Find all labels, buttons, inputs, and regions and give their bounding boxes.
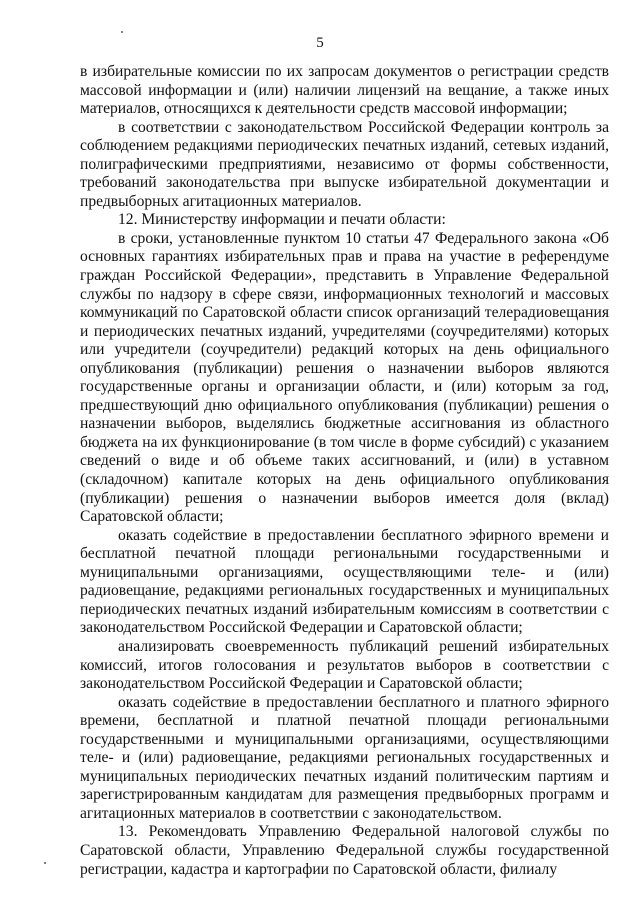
paragraph: анализировать своевременность публикаций решений избирательных комиссий, итогов голосования и результатов выборов в соответствии с законодательством Российской Федерации и Саратовской области; xyxy=(80,637,609,693)
scan-speck xyxy=(121,31,123,33)
scan-speck xyxy=(44,862,46,864)
page-number: 5 xyxy=(316,35,324,51)
paragraph: 12. Министерству информации и печати области: xyxy=(118,211,446,229)
paragraph: оказать содействие в предоставлении бесплатного эфирного времени и бесплатной печатной площади региональными государственными и муниципальными организациями, осуществляющими теле- и (или) радиовещание, редакциями региональных государственных и муниципальных периодических печатных изданий избирательным комиссиям в соответствии с законодательством Российской Федерации и Саратовской области; xyxy=(80,526,609,637)
paragraph: 13. Рекомендовать Управлению Федеральной налоговой службы по Саратовской области, Управлению Федеральной службы государственной регистрации, кадастра и картографии по Саратовской области, филиалу xyxy=(80,823,609,878)
paragraph: в избирательные комиссии по их запросам документов о регистрации средств массовой информации и (или) наличии лицензий на вещание, а также иных материалов, относящихся к деятельности средств массовой информации; xyxy=(80,63,609,118)
paragraph: в сроки, установленные пунктом 10 статьи 47 Федерального закона «Об основных гарантиях избирательных прав и права на участие в референдуме граждан Российской Федерации», представить в Управление Федеральной службы по надзору в сфере связи, информационных технологий и массовых коммуникаций по Саратовской области список организаций телерадиовещания и периодических печатных изданий, учредителями (соучредителями) которых или учредители (соучредители) редакций которых на день официального опубликования (публикации) решения о назначении выборов являются государственные органы и организации области, и (или) которым за год, предшествующий дню официального опубликования (публикации) решения о назначении выборов, выделялись бюджетные ассигнования из областного бюджета на их функционирование (в том числе в форме субсидий) с указанием сведений о виде и об объеме таких ассигнований, и (или) в уставном (складочном) капитале которых на день официального опубликования (публикации) решения о назначении выборов имеется доля (вклад) Саратовской области; xyxy=(80,229,609,526)
paragraph: оказать содействие в предоставлении бесплатного и платного эфирного времени, бесплатной и платной печатной площади региональными государственными и муниципальными организациями, осуществляющими теле- и (или) радиовещание, редакциями региональных государственных и муниципальных периодических печатных изданий политическим партиям и зарегистрированным кандидатам для размещения предвыборных программ и агитационных материалов в соответствии с законодательством. xyxy=(80,693,609,822)
paragraph: в соответствии с законодательством Российской Федерации контроль за соблюдением редакциями периодических печатных изданий, сетевых изданий, полиграфическими предприятиями, независимо от формы собственности, требований законодательства при выпуске избирательной документации и предвыборных агитационных материалов. xyxy=(80,118,609,210)
document-body xyxy=(80,63,609,879)
